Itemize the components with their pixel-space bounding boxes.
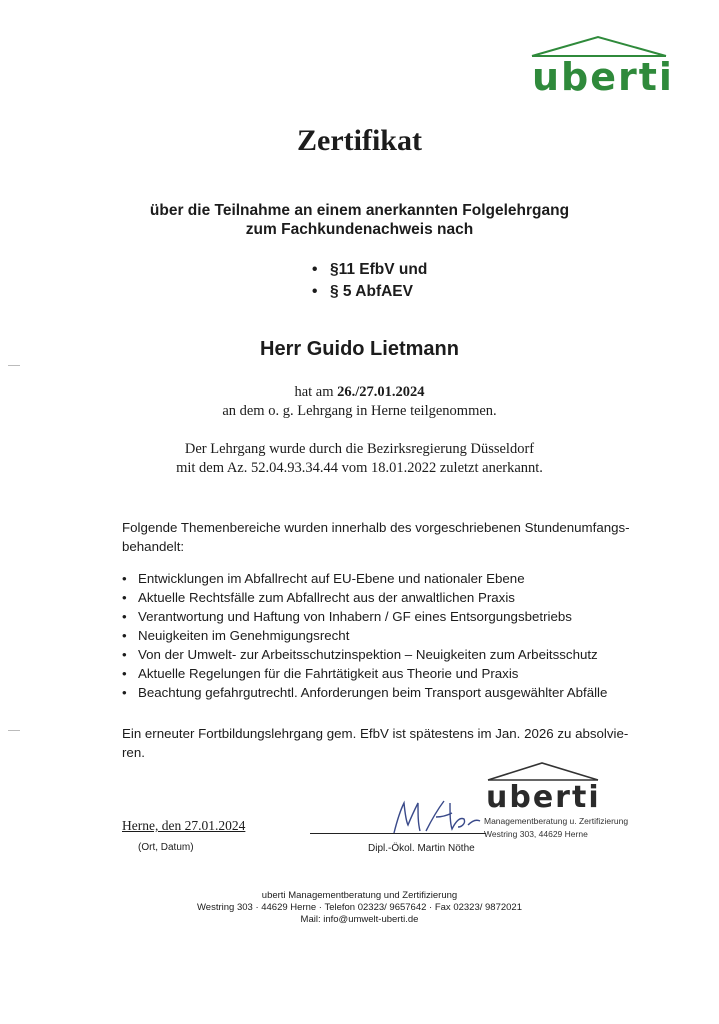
topic-item	[122, 590, 515, 605]
bullet-icon: •	[312, 261, 318, 278]
bullet-icon: •	[122, 590, 127, 605]
topics-intro-line-1: Folgende Themenbereiche wurden innerhalb des vorgeschriebenen Stundenumfangs-	[122, 520, 630, 535]
subtitle-line-2: zum Fachkundenachweis nach	[245, 221, 474, 238]
topic-text: Aktuelle Regelungen für die Fahrtätigkeit aus Theorie und Praxis	[138, 666, 519, 681]
attendance-prefix: hat am	[294, 384, 338, 400]
attendance-line-1	[0, 384, 719, 401]
topic-text: Verantwortung und Haftung von Inhabern / GF eines Entsorgungsbetriebs	[138, 609, 572, 624]
bullet-icon: •	[122, 609, 127, 624]
footer-contact: Westring 303 · 44629 Herne · Telefon 02323/ 9657642 · Fax 02323/ 9872021	[197, 902, 522, 913]
topics-intro	[122, 518, 642, 556]
renewal-line-1: Ein erneuter Fortbildungslehrgang gem. EfbV ist spätestens im Jan. 2026 zu absolvie-	[122, 726, 629, 741]
bullet-icon: •	[122, 571, 127, 586]
company-logo	[530, 34, 674, 100]
bullet-icon: •	[122, 666, 127, 681]
topics-intro-line-2: behandelt:	[122, 539, 185, 554]
attendance-line-2: an dem o. g. Lehrgang in Herne teilgenommen.	[222, 403, 497, 419]
regulation-text: §11 EfbV und	[330, 261, 428, 278]
place-date-label: (Ort, Datum)	[138, 842, 194, 853]
scan-mark	[8, 730, 20, 731]
bullet-icon: •	[312, 283, 318, 300]
company-stamp	[484, 760, 654, 850]
regulation-item	[312, 283, 413, 301]
stamp-address-line-1: Managementberatung u. Zertifizierung	[484, 816, 629, 826]
attendance-dates: 26./27.01.2024	[337, 384, 425, 400]
footer-company: uberti Managementberatung und Zertifizierung	[261, 890, 458, 901]
signatory-name: Dipl.-Ökol. Martin Nöthe	[368, 843, 475, 854]
logo-text: uberti	[532, 55, 674, 99]
signature-image	[388, 795, 488, 840]
bullet-icon: •	[122, 628, 127, 643]
footer-mail: Mail: info@umwelt-uberti.de	[300, 914, 419, 925]
topic-item	[122, 647, 598, 662]
recipient-name: Herr Guido Lietmann	[260, 338, 459, 360]
page-title: Zertifikat	[297, 124, 422, 157]
renewal-line-2: ren.	[122, 745, 145, 760]
topic-text: Aktuelle Rechtsfälle zum Abfallrecht aus der anwaltlichen Praxis	[138, 590, 515, 605]
recognition-line-2: mit dem Az. 52.04.93.34.44 vom 18.01.2022 zuletzt anerkannt.	[176, 460, 543, 476]
renewal-note	[122, 724, 642, 762]
topic-item	[122, 628, 350, 643]
regulation-text: § 5 AbfAEV	[330, 283, 413, 300]
stamp-brand: uberti	[486, 780, 601, 815]
bullet-icon: •	[122, 647, 127, 662]
topic-item	[122, 571, 525, 586]
regulation-item	[312, 261, 428, 279]
stamp-address-line-2: Westring 303, 44629 Herne	[484, 829, 588, 839]
bullet-icon: •	[122, 685, 127, 700]
topic-text: Von der Umwelt- zur Arbeitsschutzinspektion – Neuigkeiten zum Arbeitsschutz	[138, 647, 598, 662]
topic-text: Neuigkeiten im Genehmigungsrecht	[138, 628, 350, 643]
recognition-line-1: Der Lehrgang wurde durch die Bezirksregierung Düsseldorf	[184, 441, 535, 457]
topic-item	[122, 609, 572, 624]
topic-item	[122, 666, 519, 681]
topic-text: Beachtung gefahrgutrechtl. Anforderungen beim Transport ausgewählter Abfälle	[138, 685, 608, 700]
subtitle-line-1: über die Teilnahme an einem anerkannten Folgelehrgang	[149, 202, 570, 219]
topic-text: Entwicklungen im Abfallrecht auf EU-Ebene und nationaler Ebene	[138, 571, 525, 586]
place-date: Herne, den 27.01.2024	[122, 818, 246, 833]
scan-mark	[8, 365, 20, 366]
topic-item	[122, 685, 608, 700]
stamp-roof-icon	[484, 760, 604, 782]
